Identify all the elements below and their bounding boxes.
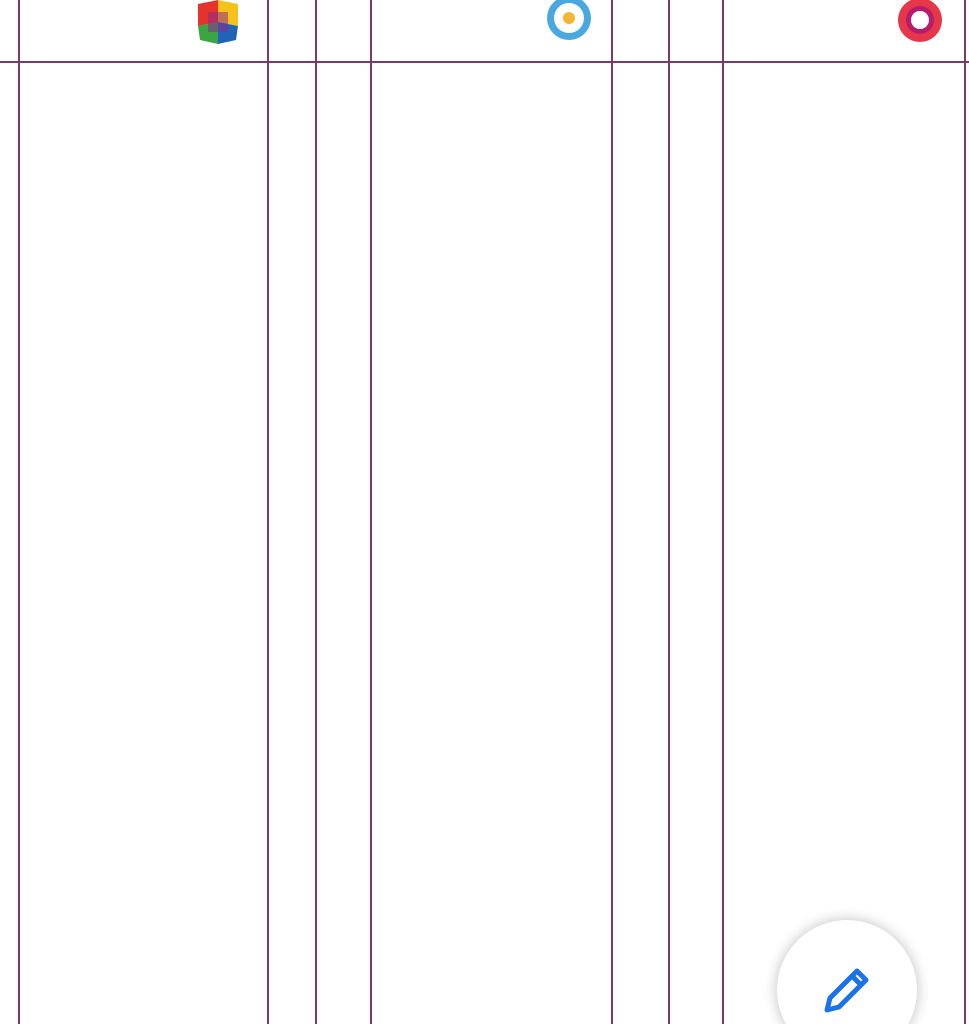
elnueve-ring-logo-icon bbox=[892, 0, 948, 46]
america-cube-logo-icon bbox=[194, 0, 242, 44]
column-divider bbox=[668, 0, 670, 1024]
column-divider bbox=[18, 0, 20, 1024]
edit-fab-button[interactable] bbox=[777, 920, 917, 1024]
column-divider bbox=[964, 0, 966, 1024]
column-divider bbox=[315, 0, 317, 1024]
argentina-flag-logo-icon bbox=[545, 0, 593, 42]
header-divider bbox=[0, 61, 969, 63]
column-divider bbox=[722, 0, 724, 1024]
column-divider bbox=[370, 0, 372, 1024]
pencil-edit-icon bbox=[819, 962, 875, 1018]
column-divider bbox=[267, 0, 269, 1024]
column-divider bbox=[611, 0, 613, 1024]
